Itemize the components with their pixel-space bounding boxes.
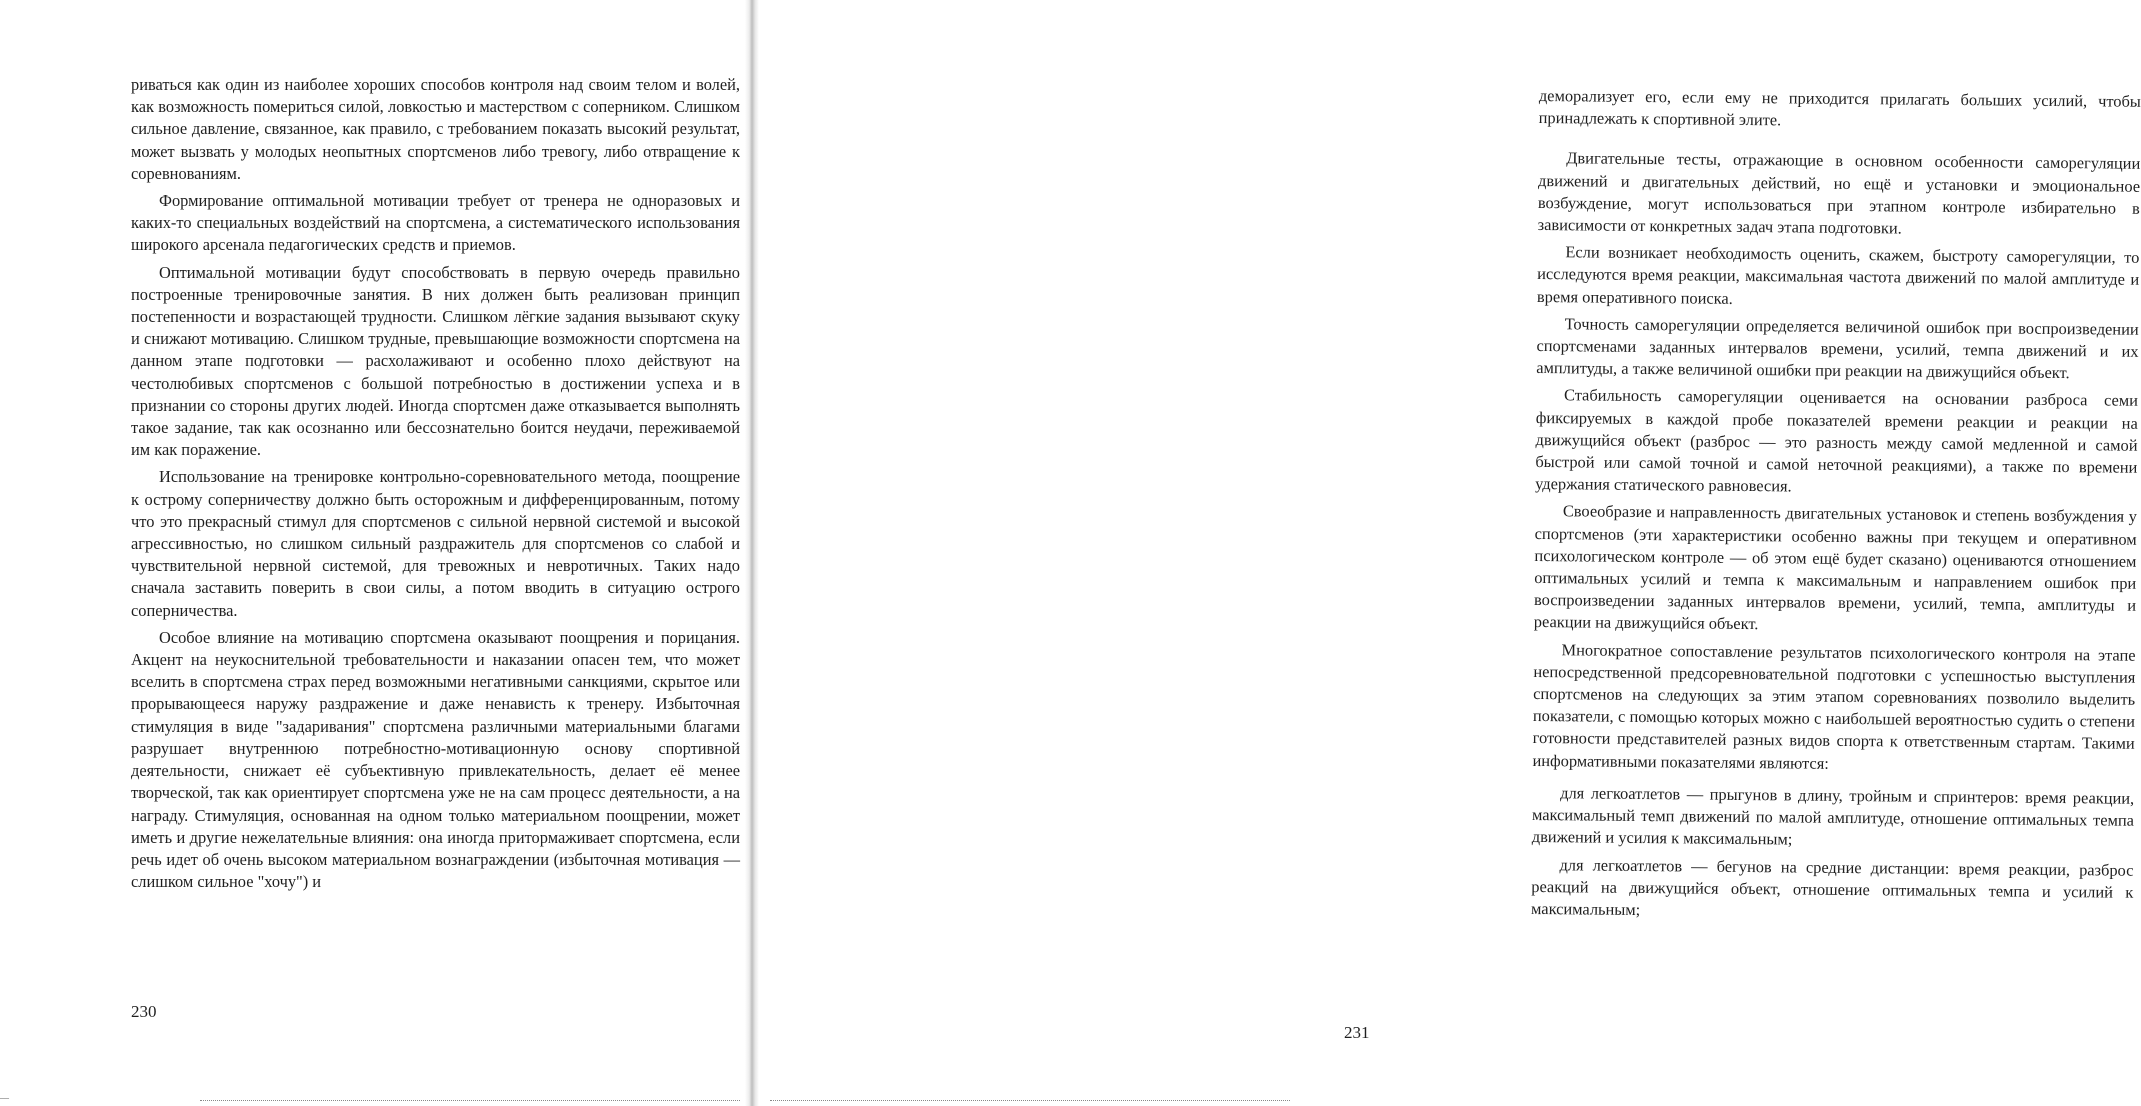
- left-page: [0, 0, 752, 1106]
- paragraph: Использование на тренировке контрольно-соревновательного метода, поощрение к острому соперничеству должно быть осторожным и дифференцированным, потому что это прекрасный стимул для спортсменов с сильной нервной системой и высокой агрессивностью, но слишком сильный раздражитель для спортсменов со слабой и чувствительной нервной системой, для тревожных и невротичных. Таких надо сначала заставить поверить в свои силы, а потом вводить в ситуацию острого соперничества.: [131, 467, 740, 620]
- paragraph: Точность саморегуляции определяется величиной ошибок при воспроизведении спортсменами заданных интервалов времени, усилий, темпа движений и их амплитуды, а также величиной ошибки при реакции на движущийся объект.: [1536, 314, 2139, 383]
- paragraph: Особое влияние на мотивацию спортсмена оказывают поощрения и порицания. Акцент на неукоснительной требовательности и наказании опасен тем, что может вселить в спортсмена страх перед возможными негативными санкциями, скрытое или прорывающееся наружу раздражение и даже ненависть к тренеру. Избыточная стимуляция в виде "задаривания" спортсмена различными материальными благами разрушает внутреннюю потребностно-мотивационную основу спортивной деятельности, снижает её субъективную привлекательность, делает её менее творческой, так как ориентирует спортсмена уже не на сам процесс деятельности, а на награду. Стимуляция, основанная на одном только материальном поощрении, может иметь и другие нежелательные влияния: она иногда притормаживает спортсмена, если речь идет об очень высоком материальном вознаграждении (избыточная мотивация — слишком сильное "хочу") и: [131, 627, 740, 892]
- paragraph: Если возникает необходимость оценить, скажем, быстроту саморегуляции, то исследуются время реакции, максимальная частота движений по малой амплитуде и время оперативного поиска.: [1536, 242, 2140, 308]
- paragraph: риваться как один из наиболее хороших способов контроля над своим телом и волей, как возможность помериться силой, ловкостью и мастерством с соперником. Слишком сильное давление, связанное, как правило, с требованием показать высокий результат, может вызвать у молодых неопытных спортсменов либо тревогу, либо отвращение к соревнованиям.: [131, 75, 740, 183]
- paragraph: Многократное сопоставление результатов психологического контроля на этапе непосредственной предсоревновательной подготовки с успешностью выступления спортсменов на следующих за этим этапом соревнованиях позволило выделить показатели, с помощью которых можно с наибольшей вероятностью судить о степени готовности представителей разных видов спорта к ответственным стартам. Такими информативными показателями являются:: [1532, 639, 2136, 773]
- paragraph: Оптимальной мотивации будут способствовать в первую очередь правильно построенные тренировочные занятия. В них должен быть реализован принцип постепенности и возрастающей трудности. Слишком лёгкие задания вызывают скуку и снижают мотивацию. Слишком трудные, превышающие возможности спортсмена на данном этапе подготовки — расхолаживают и особенно плохо действуют на честолюбивых спортсменов с большой потребностью в достижении успеха и в признании со стороны других людей. Иногда спортсмен даже отказывается выполнять такое задание, так как осознанно или бессознательно боится неудачи, переживаемой им как поражение.: [131, 262, 740, 460]
- paragraph: Стабильность саморегуляции оценивается на основании разброса семи фиксируемых в каждой пробе показателей времени реакции и реакции на движущийся объект (разброс — это разность между самой медленной и самой быстрой или самой точной и самой неточной реакциями), а также по времени удержания статического равновесия.: [1535, 385, 2139, 496]
- page-number-left: 230: [131, 1002, 157, 1021]
- paragraph: Формирование оптимальной мотивации требует от тренера не одноразовых и каких-то специальных воздействий на спортсмена, а систематического использования широкого арсенала педагогических средств и приемов.: [131, 191, 740, 255]
- page-number-right: 231: [1344, 1023, 1370, 1042]
- paragraph: для легкоатлетов — бегунов на средние дистанции: время реакции, разброс реакций на движущийся объект, отношение оптимальных темпа и усилий к максимальным;: [1531, 854, 2134, 919]
- right-page: [752, 0, 2141, 1106]
- left-page-text: [131, 74, 740, 898]
- paragraph: Своеобразие и направленность двигательных установок и степень возбуждения у спортсменов (эти характеристики особенно важны при текущем и оперативном психологическом контроле — об этом ещё будет сказано) оцениваются отношением оптимальных усилий и темпа к максимальным и направлением ошибок при воспроизведении заданных интервалов времени, усилий, темпа, амплитуды и реакции на движущийся объект.: [1533, 501, 2137, 634]
- paragraph: деморализует его, если ему не приходится прилагать больших усилий, чтобы принадлежать к спортивной элите.: [1538, 85, 2141, 130]
- right-page-text: [1531, 85, 2141, 931]
- scan-mark: ―: [0, 1093, 9, 1103]
- page-edge-line: [200, 1100, 740, 1102]
- paragraph: для легкоатлетов — прыгунов в длину, тройным и спринтеров: время реакции, максимальный темп движений по малой амплитуде, отношение оптимальных темпа движений и усилия к максимальным;: [1531, 783, 2135, 849]
- paragraph: Двигательные тесты, отражающие в основном особенности саморегуляции движений и двигательных действий, но ещё и установки и эмоциональное возбуждение, могут использоваться при этапном контроле избирательно в зависимости от конкретных задач этапа подготовки.: [1537, 148, 2141, 238]
- page-edge-line: [770, 1100, 1290, 1102]
